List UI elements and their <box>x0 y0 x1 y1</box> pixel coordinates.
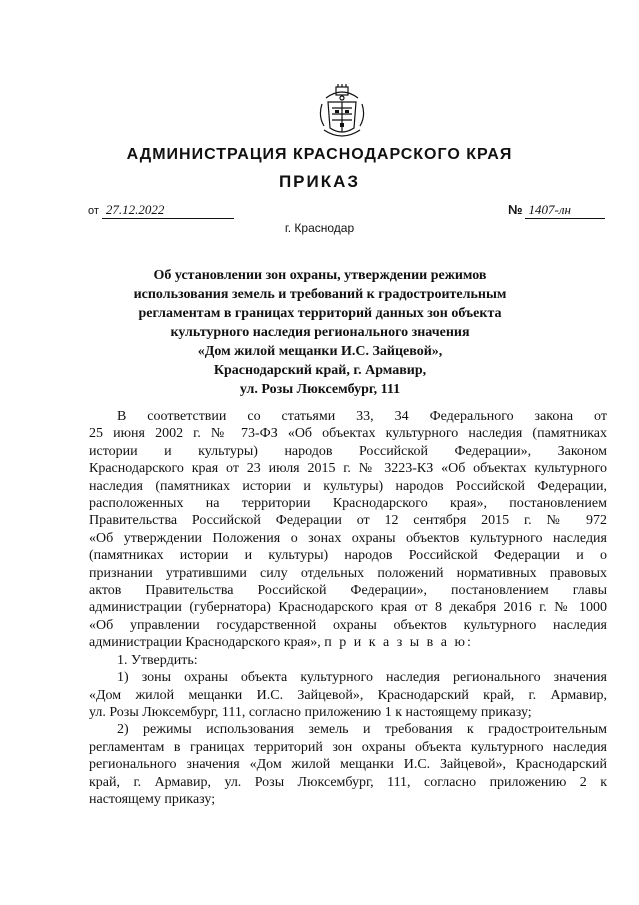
body-line: регионального значения «Дом жилой мещанки И.С. Зайцевой», Краснодарский <box>89 757 607 773</box>
body-line: администрации (губернатора) Краснодарского края от 8 декабря 2016 г. № 1000 <box>89 600 607 616</box>
date-value: 27.12.2022 <box>102 202 234 219</box>
number-value: 1407-лн <box>525 202 605 219</box>
administration-name: АДМИНИСТРАЦИЯ КРАСНОДАРСКОГО КРАЯ <box>126 146 513 163</box>
body-line: Правительства Российской Федерации от 12 сентября 2015 г. № 972 <box>89 513 607 529</box>
title-line: регламентам в границах территорий данных зон объекта <box>138 306 502 321</box>
number-field <box>508 202 605 219</box>
document-type: ПРИКАЗ <box>278 172 361 191</box>
body-line: край, г. Армавир, ул. Розы Люксембург, 111, согласно приложению 2 к <box>89 774 607 790</box>
body-line: регламентам в границах территорий зон охраны объекта культурного наследия <box>89 739 607 755</box>
item-heading: 1. Утвердить: <box>117 652 198 668</box>
title-line: ул. Розы Люксембург, 111 <box>239 382 401 397</box>
body-line: 1) зоны охраны объекта культурного наследия регионального значения <box>117 670 607 686</box>
body-line: истории и культуры) народов Российской Федерации», Законом <box>89 443 607 459</box>
body-line <box>89 634 607 651</box>
body-line: настоящему приказу; <box>89 791 216 807</box>
title-line: использования земель и требований к градостроительным <box>133 287 507 302</box>
body-line: «Об утверждении Положения о зонах охраны объектов культурного наследия <box>89 530 607 546</box>
body-line: актов Правительства Российской Федерации», постановлением главы <box>89 583 607 599</box>
title-line: Об установлении зон охраны, утверждении режимов <box>153 268 487 283</box>
body-line: 2) режимы использования земель и требования к градостроительным <box>117 722 607 738</box>
document-title <box>110 266 530 399</box>
body-line: «Дом жилой мещанки И.С. Зайцевой», Краснодарский край, г. Армавир, <box>89 687 607 703</box>
body-line: 25 июня 2002 г. № 73-ФЗ «Об объектах культурного наследия (памятниках <box>89 426 607 442</box>
document-body <box>89 408 607 808</box>
body-line: Краснодарского края от 23 июля 2015 г. № 3223-КЗ «Об объектах культурного <box>89 461 607 477</box>
date-field <box>88 202 234 219</box>
body-line: наследия (памятниках истории и культуры) народов Российской Федерации, <box>89 478 607 494</box>
date-prefix: от <box>88 205 99 217</box>
coat-of-arms-icon <box>318 84 366 142</box>
title-line: Краснодарский край, г. Армавир, <box>213 363 427 378</box>
body-line: ул. Розы Люксембург, 111, согласно приложению 1 к настоящему приказу; <box>89 704 532 720</box>
title-line: «Дом жилой мещанки И.С. Зайцевой», <box>197 344 443 359</box>
body-line: расположенных на территории Краснодарского края», постановлением <box>89 496 607 512</box>
title-line: культурного наследия регионального значения <box>170 325 470 340</box>
order-verb: п р и к а з ы в а ю: <box>324 635 473 651</box>
number-prefix: № <box>508 202 523 217</box>
body-line: признании утратившими силу отдельных положений нормативных правовых <box>89 565 607 581</box>
body-line: «Об управлении государственной охраны объектов культурного наследия <box>89 617 607 633</box>
city: г. Краснодар <box>284 221 355 235</box>
body-line-text: администрации Краснодарского края», <box>89 635 321 651</box>
body-line: В соответствии со статьями 33, 34 Федерального закона от <box>117 409 607 424</box>
body-line: (памятниках истории и культуры) народов Российской Федерации и о <box>89 548 607 564</box>
